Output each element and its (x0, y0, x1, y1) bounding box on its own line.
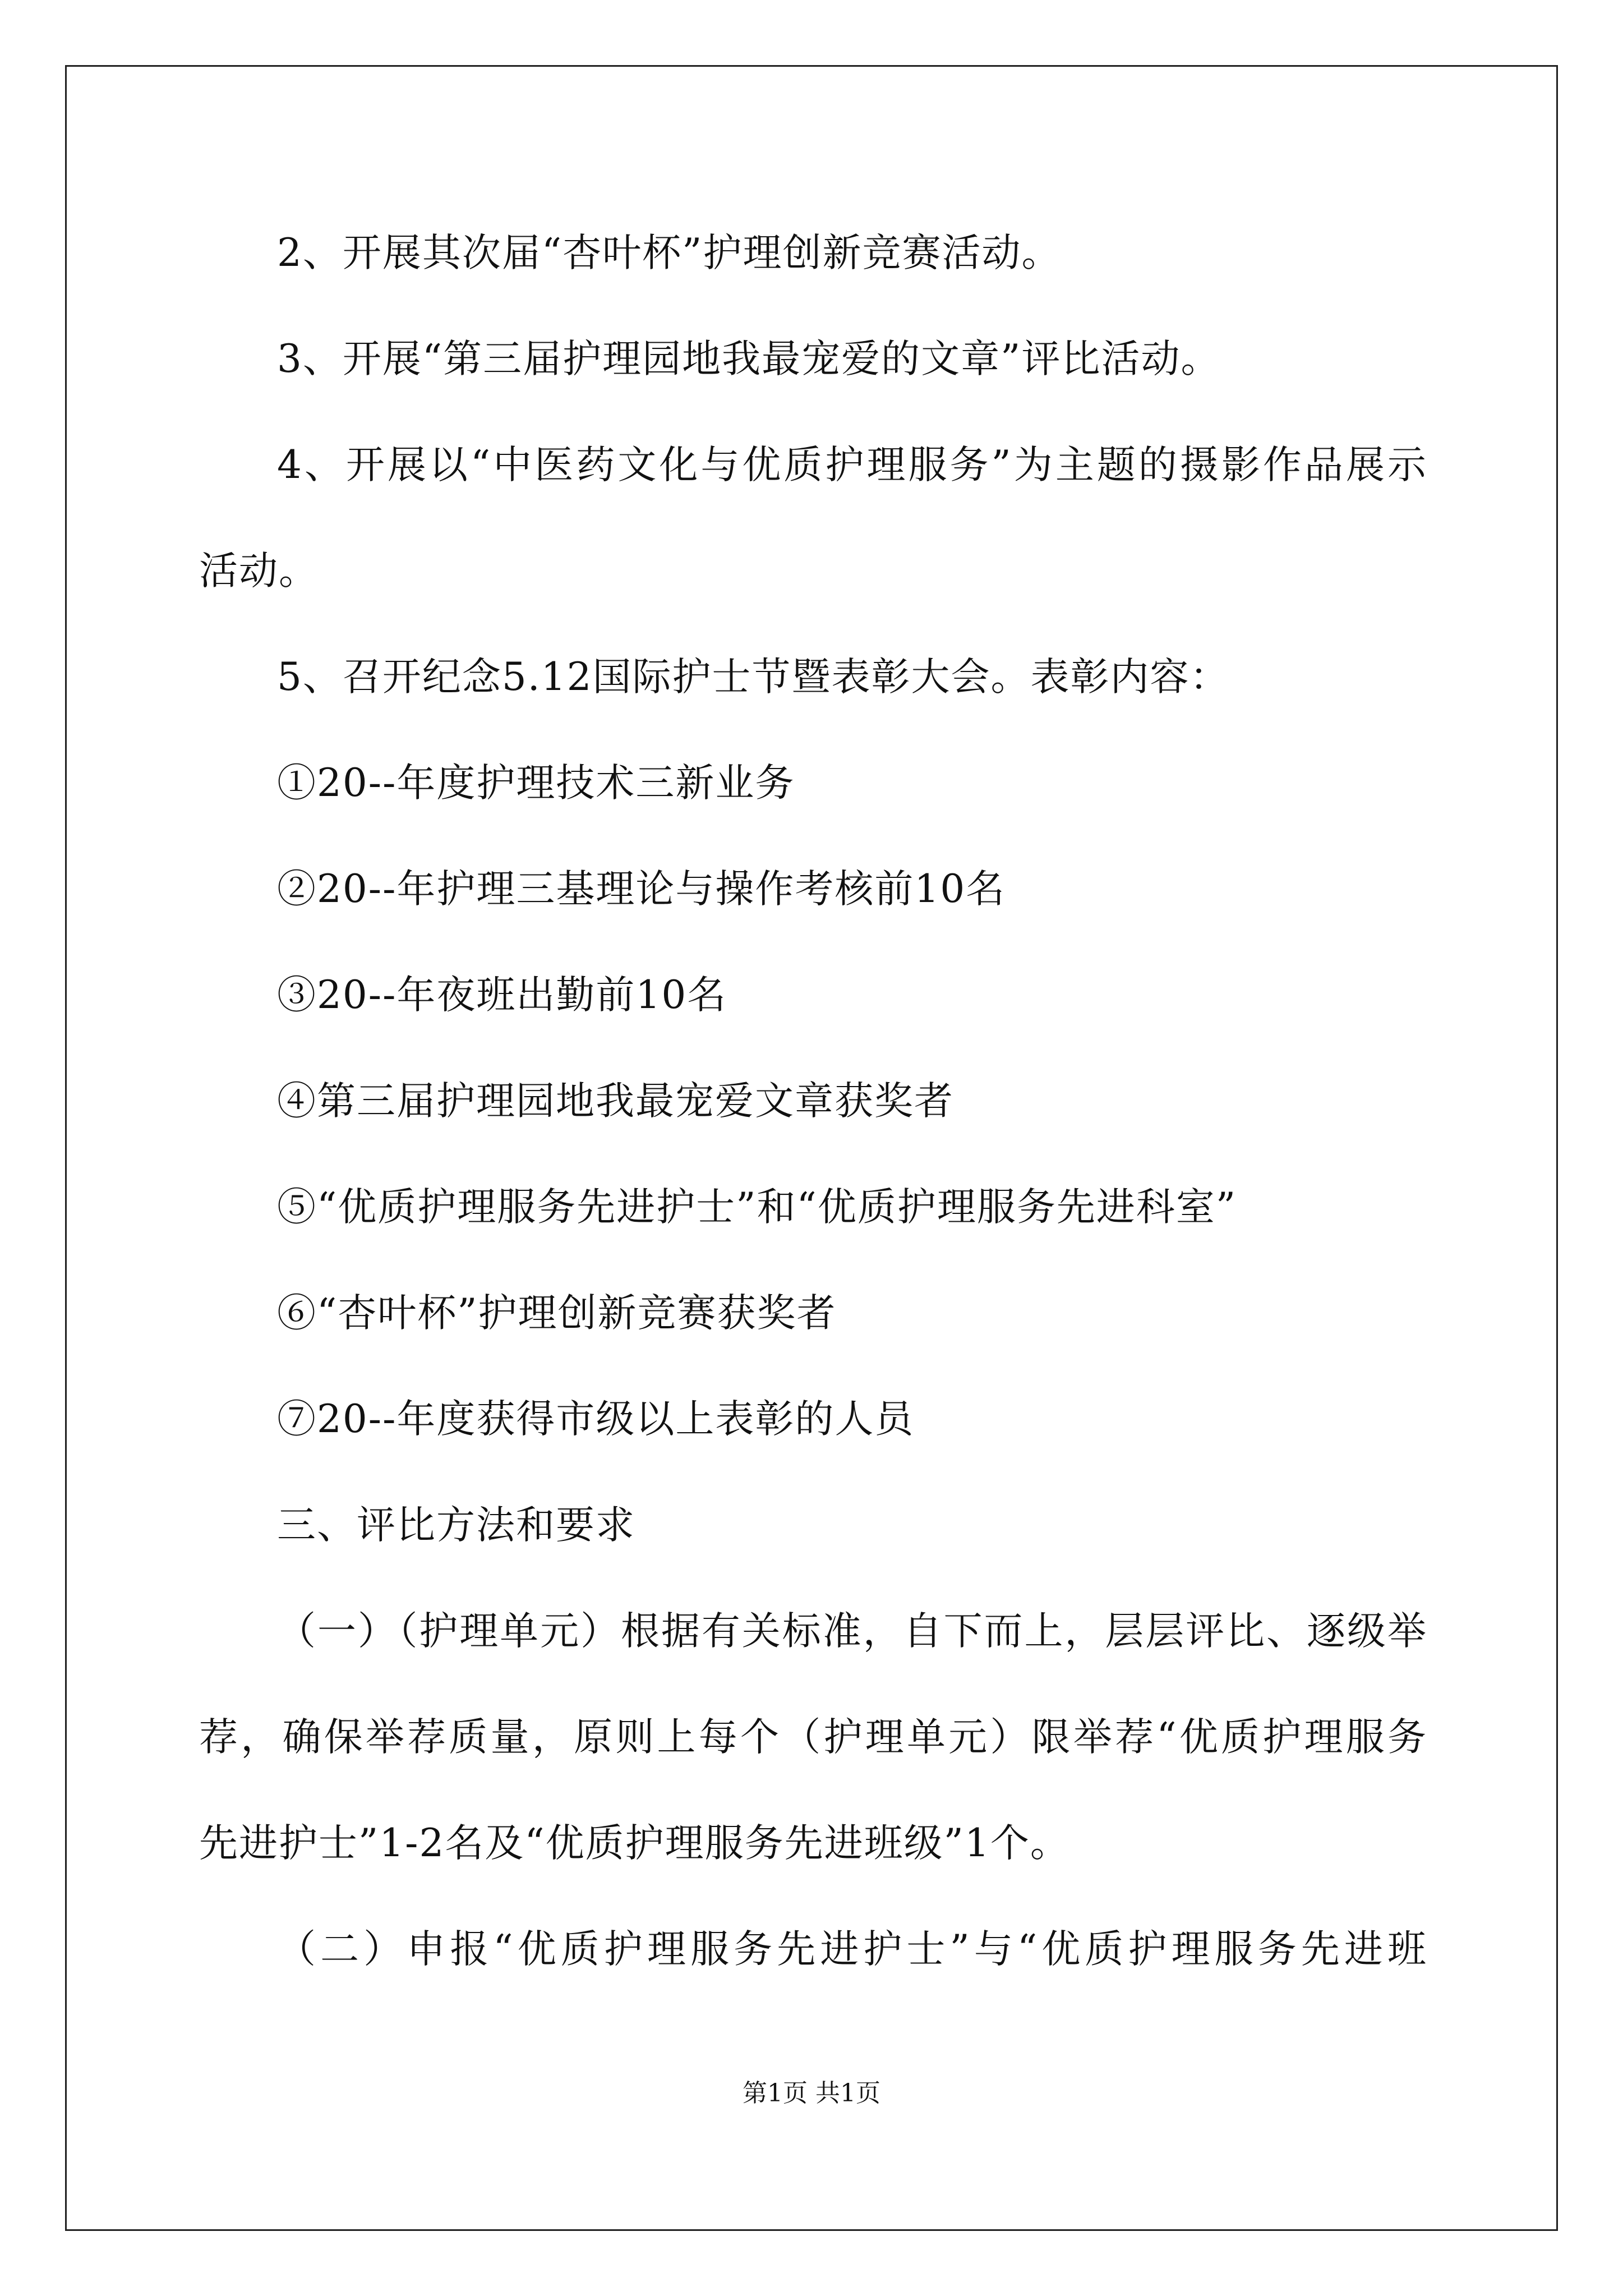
paragraph-line: 活动。 (199, 549, 319, 593)
page-footer: 第1页 共1页 (743, 2079, 880, 2108)
paragraph-line: 先进护士”1-2名及“优质护理服务先进班级”1个。 (199, 1821, 1070, 1866)
list-item: ⑦20--年度获得市级以上表彰的人员 (277, 1397, 915, 1442)
list-item: ③20--年夜班出勤前10名 (277, 973, 727, 1018)
paragraph-line: （二）申报“优质护理服务先进护士”与“优质护理服务先进班 (277, 1927, 1427, 1972)
paragraph-line: 5、召开纪念5.12国际护士节暨表彰大会。表彰内容： (277, 655, 1230, 700)
list-item: ①20--年度护理技术三新业务 (277, 761, 795, 806)
section-heading: 三、评比方法和要求 (277, 1503, 635, 1548)
paragraph-line: 3、开展“第三届护理园地我最宠爱的文章”评比活动。 (277, 337, 1221, 381)
paragraph-line: 2、开展其次届“杏叶杯”护理创新竞赛活动。 (277, 231, 1062, 275)
list-item: ②20--年护理三基理论与操作考核前10名 (277, 867, 1006, 912)
list-item: ④第三届护理园地我最宠爱文章获奖者 (277, 1079, 954, 1124)
paragraph-line: （一）（护理单元）根据有关标准，自下而上，层层评比、逐级举 (277, 1609, 1427, 1654)
paragraph-line: 荐，确保举荐质量，原则上每个（护理单元）限举荐“优质护理服务 (199, 1715, 1427, 1760)
page-border (65, 65, 1558, 2231)
paragraph-line: 4、开展以“中医药文化与优质护理服务”为主题的摄影作品展示 (277, 443, 1427, 487)
list-item: ⑥“杏叶杯”护理创新竞赛获奖者 (277, 1291, 837, 1336)
list-item: ⑤“优质护理服务先进护士”和“优质护理服务先进科室” (277, 1185, 1237, 1230)
